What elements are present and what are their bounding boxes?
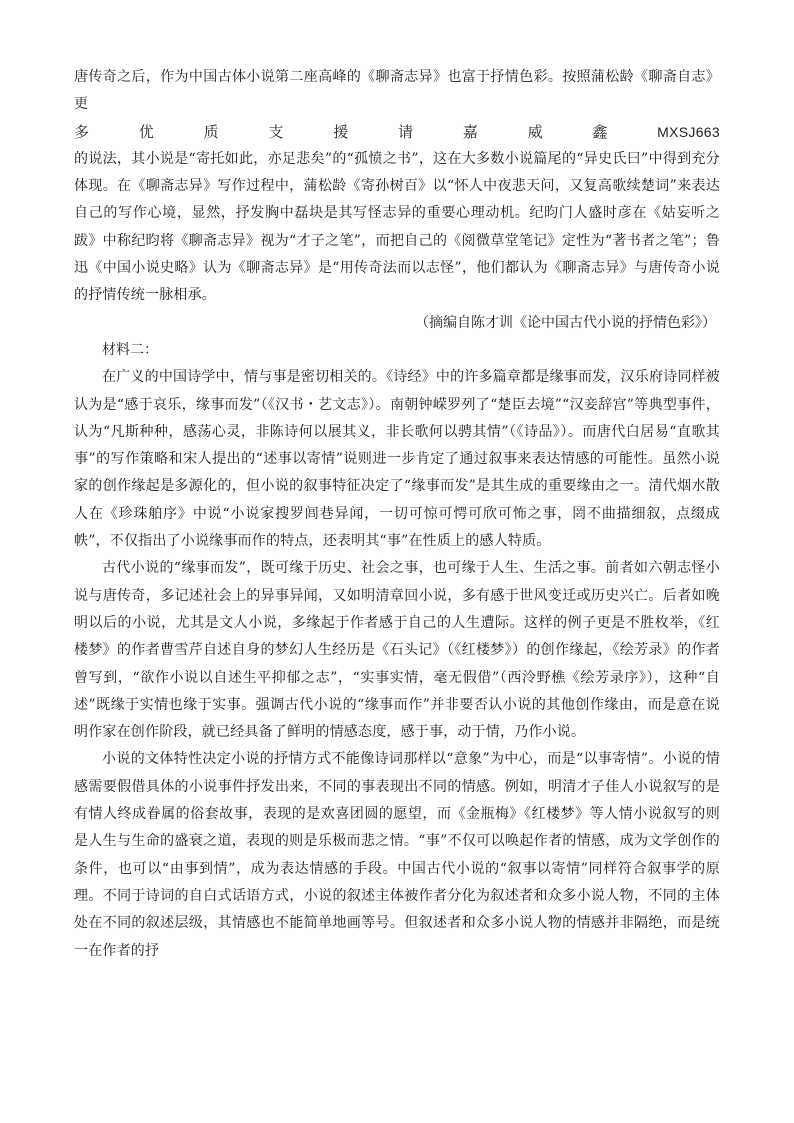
watermark-code: MXSJ663 bbox=[657, 123, 720, 140]
watermark-char: 质 bbox=[203, 122, 219, 141]
watermark-char: 援 bbox=[333, 122, 349, 141]
watermark-char: 支 bbox=[268, 122, 284, 141]
watermark-char: 鑫 bbox=[592, 122, 608, 141]
paragraph-2: 在广义的中国诗学中，情与事是密切相关的。《诗经》中的许多篇章都是缘事而发，汉乐府诗同样被认为是“感于哀乐，缘事而发”（《汉书・艺文志》）。南朝钟嵘罗列了“楚臣去境”“汉妾辞宫”等典型事件，认为“凡斯种种，感荡心灵，非陈诗何以展其义，非长歌何以骋其情”（《诗品》）。而唐代白居易“直歌其事”的写作策略和宋人提出的“述事以寄情”说则进一步肯定了通过叙事来表达情感的可能性。虽然小说家的创作缘起是多源化的，但小说的叙事特征决定了“缘事而发”是其生成的重要缘由之一。清代烟水散人在《珍珠舶序》中说“小说家搜罗闾巷异闻，一切可惊可愕可欣可怖之事，罔不曲描细叙，点缀成帙”，不仅指出了小说缘事而作的特点，还表明其“事”在性质上的感人特质。 bbox=[74, 369, 720, 550]
watermark-char: 优 bbox=[138, 122, 154, 141]
material-2-heading: 材料二： bbox=[102, 341, 158, 358]
document-page bbox=[74, 64, 720, 965]
watermark-char: 多 bbox=[74, 122, 90, 141]
watermark-char: 请 bbox=[397, 122, 413, 141]
paragraph-1-first-line: 唐传奇之后，作为中国古体小说第二座高峰的《聊斋志异》也富于抒情色彩。按照蒲松龄《聊斋自志》更 bbox=[74, 69, 720, 113]
source-citation: （摘编自陈才训《论中国古代小说的抒情色彩》） bbox=[415, 314, 716, 331]
watermark-line bbox=[74, 119, 720, 146]
watermark-char: 嘉 bbox=[462, 122, 478, 141]
paragraph-1-rest: 的说法，其小说是“寄托如此，亦足悲矣”的“孤愤之书”，这在大多数小说篇尾的“异史氏曰”中得到充分体现。在《聊斋志异》写作过程中，蒲松龄《寄孙树百》以“怀人中夜悲天问，又复高歌续楚词”来表达自己的写作心境，显然，抒发胸中磊块是其写怪志异的重要心理动机。纪昀门人盛时彦在《姑妄听之跋》中称纪昀将《聊斋志异》视为“才子之笔”，而把自己的《阅微草堂笔记》定性为“著书者之笔”；鲁迅《中国小说史略》认为《聊斋志异》是“用传奇法而以志怪”，他们都认为《聊斋志异》与唐传奇小说的抒情传统一脉相承。 bbox=[74, 150, 720, 304]
watermark-char: 威 bbox=[527, 122, 543, 141]
paragraph-3: 古代小说的“缘事而发”，既可缘于历史、社会之事，也可缘于人生、生活之事。前者如六朝志怪小说与唐传奇，多记述社会上的异事异闻，又如明清章回小说，多有感于世风变迁或历史兴亡。后者如晚明以后的小说，尤其是文人小说，多缘起于作者感于自己的人生遭际。这样的例子更是不胜枚举，《红楼梦》的作者曹雪芹自述自身的梦幻人生经历是《石头记》（《红楼梦》）的创作缘起，《绘芳录》的作者曾写到，“欲作小说以自述生平抑郁之志”，“实事实情，毫无假借”（西泠野樵《绘芳录序》），这种“自述”既缘于实情也缘于实事。强调古代小说的“缘事而作”并非要否认小说的其他创作缘由，而是意在说明作家在创作阶段，就已经具备了鲜明的情感态度，感于事，动于情，乃作小说。 bbox=[74, 560, 720, 741]
paragraph-4: 小说的文体特性决定小说的抒情方式不能像诗词那样以“意象”为中心，而是“以事寄情”。小说的情感需要假借具体的小说事件抒发出来，不同的事表现出不同的情感。例如，明清才子佳人小说叙写的是有情人终成眷属的俗套故事，表现的是欢喜团圆的愿望，而《金瓶梅》《红楼梦》等人情小说叙写的则是人生与生命的盛衰之道，表现的则是乐极而悲之情。“事”不仅可以唤起作者的情感，成为文学创作的条件，也可以“由事到情”，成为表达情感的手段。中国古代小说的“叙事以寄情”同样符合叙事学的原理。不同于诗词的自白式话语方式，小说的叙述主体被作者分化为叙述者和众多小说人物，不同的主体处在不同的叙述层级，其情感也不能简单地画等号。但叙述者和众多小说人物的情感并非隔绝，而是统一在作者的抒 bbox=[74, 751, 720, 959]
